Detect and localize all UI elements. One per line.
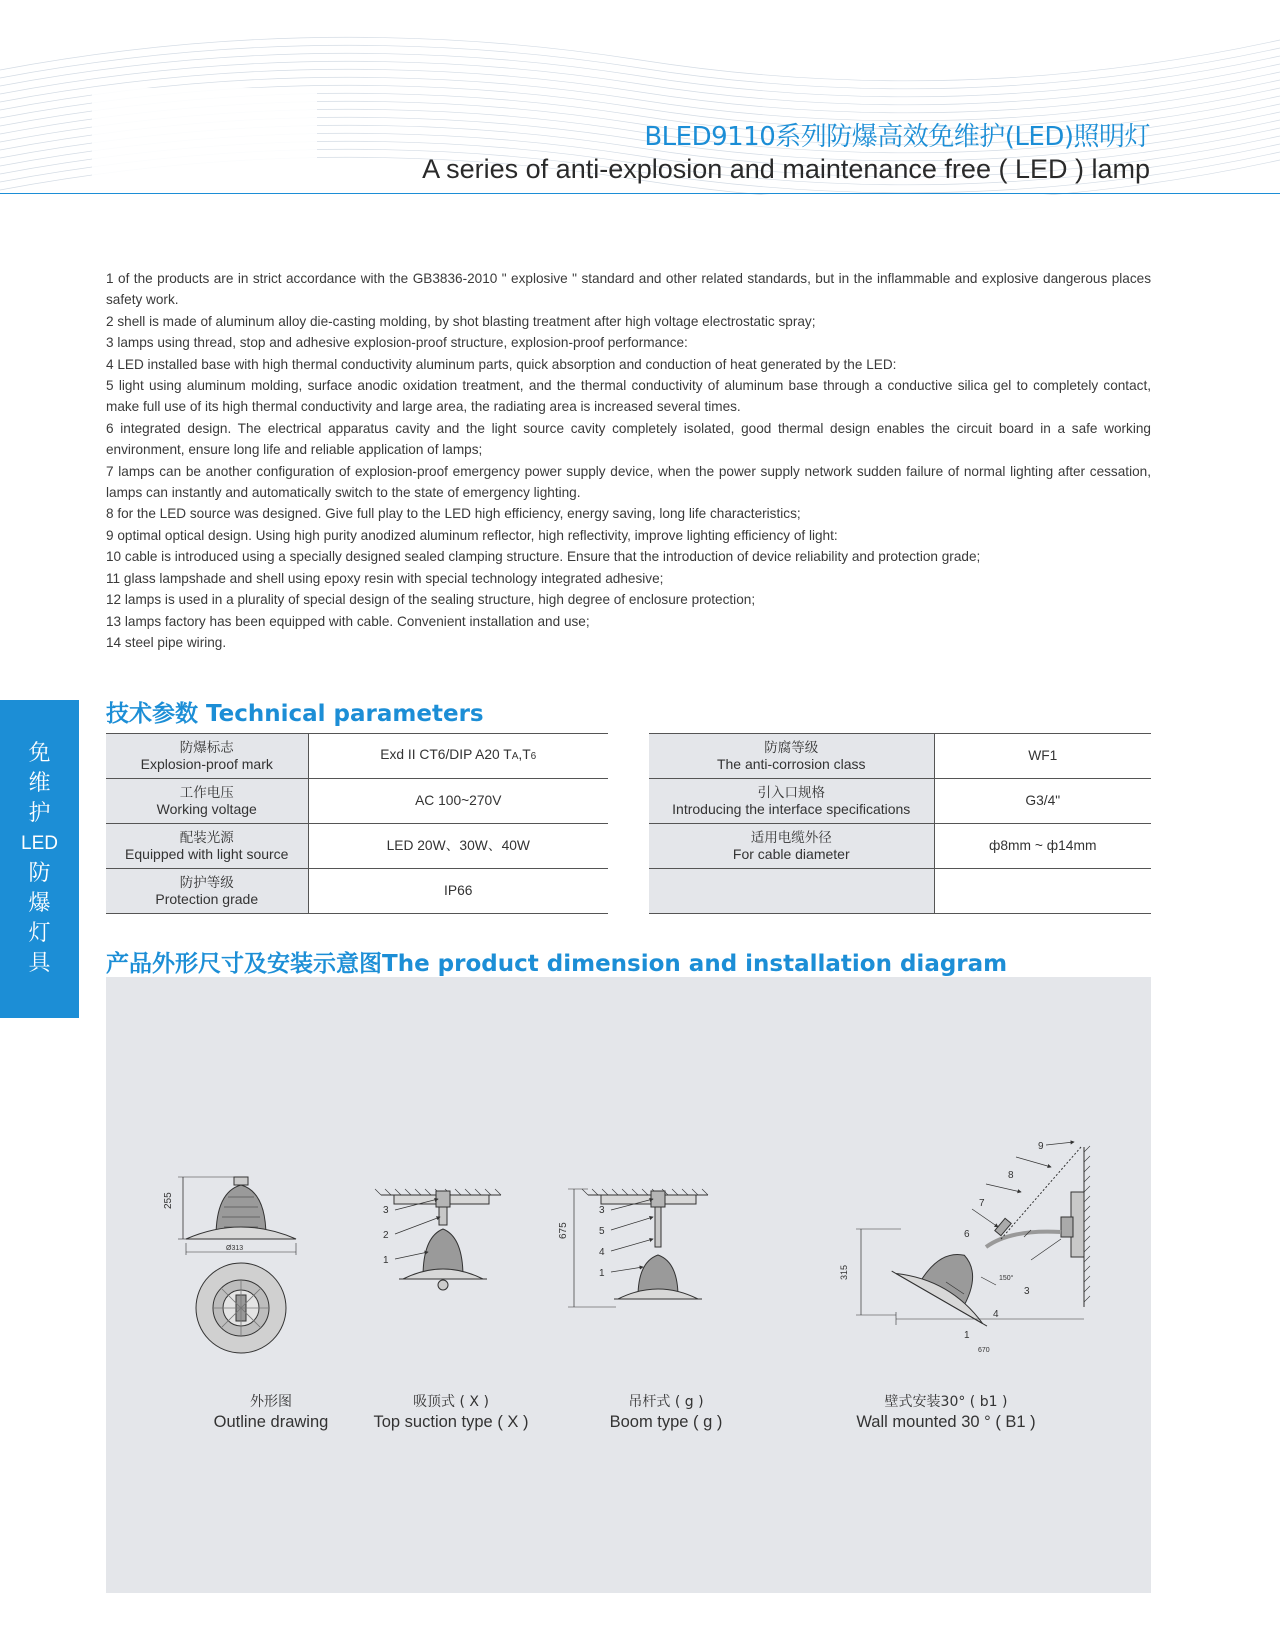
- side-tab-char: 防: [28, 861, 51, 886]
- caption-wall-mounted: 壁式安装30° ( b1 ) Wall mounted 30 ° ( B1 ): [856, 1394, 1036, 1431]
- wall-mounted-drawing: [856, 1142, 1090, 1326]
- page-title-cn: BLED9110系列防爆高效免维护(LED)照明灯: [644, 122, 1150, 152]
- callout-number: 2: [383, 1230, 389, 1241]
- param-label: 适用电缆外径 For cable diameter: [649, 824, 934, 869]
- param-label: 防腐等级 The anti-corrosion class: [649, 734, 934, 779]
- feature-item: 9 optimal optical design. Using high purity anodized aluminum reflector, high reflectivity, improve lighting efficiency of light:: [106, 527, 838, 543]
- header-divider: [0, 193, 1280, 194]
- dimension-label: 255: [163, 1192, 174, 1209]
- callout-number: 1: [383, 1255, 389, 1266]
- callout-number: 5: [599, 1226, 605, 1237]
- top-suction-drawing: [375, 1189, 501, 1290]
- side-tab-char: 具: [28, 951, 51, 976]
- param-value: AC 100~270V: [308, 779, 608, 824]
- callout-number: 3: [599, 1205, 605, 1216]
- caption-outline: 外形图 Outline drawing: [213, 1394, 329, 1431]
- callout-number: 1: [599, 1268, 605, 1279]
- param-value: G3/4": [934, 779, 1151, 824]
- param-label: 防护等级 Protection grade: [106, 869, 308, 914]
- feature-item: 6 integrated design. The electrical apparatus cavity and the light source cavity completely isolated, good thermal design enables the circuit board in a safe working environment, ensure long life and reliable application of lamps;: [106, 420, 1151, 458]
- callout-number: 4: [599, 1247, 605, 1258]
- side-tab-char: 灯: [28, 921, 51, 946]
- param-value: WF1: [934, 734, 1151, 779]
- param-value: Exd II CT6/DIP A20 TA,T6: [308, 734, 608, 779]
- angle-label: 150°: [999, 1275, 1014, 1282]
- side-tab-char: 免: [28, 741, 51, 766]
- feature-list: [106, 268, 1151, 653]
- param-label: 引入口规格 Introducing the interface specifications: [649, 779, 934, 824]
- dimension-label: Ø313: [226, 1245, 244, 1252]
- params-table-left: [106, 733, 608, 914]
- table-row: [649, 824, 1151, 869]
- param-value: IP66: [308, 869, 608, 914]
- callout-number: 4: [993, 1309, 999, 1320]
- param-label: 工作电压 Working voltage: [106, 779, 308, 824]
- tech-params-heading-en: Technical parameters: [206, 701, 484, 727]
- feature-item: 8 for the LED source was designed. Give full play to the LED high efficiency, energy saving, long life characteristics;: [106, 506, 801, 522]
- tech-params-heading: [106, 695, 484, 728]
- param-label: 防爆标志 Explosion-proof mark: [106, 734, 308, 779]
- feature-item: 11 glass lampshade and shell using epoxy resin with special technology integrated adhesive;: [106, 570, 664, 586]
- callout-number: 9: [1038, 1141, 1044, 1152]
- callout-number: 3: [1024, 1286, 1030, 1297]
- side-tab-char: LED: [21, 833, 58, 854]
- dimension-heading: [106, 945, 1007, 978]
- feature-item: 12 lamps is used in a plurality of special design of the sealing structure, high degree of enclosure protection;: [106, 592, 756, 608]
- feature-item: 4 LED installed base with high thermal conductivity aluminum parts, quick absorption and conduction of heat generated by the LED:: [106, 356, 897, 372]
- param-value: [934, 869, 1151, 914]
- param-label: [649, 869, 934, 914]
- table-row: [106, 824, 608, 869]
- table-row: [106, 779, 608, 824]
- table-row: [106, 869, 608, 914]
- param-value: ф8mm ~ ф14mm: [934, 824, 1151, 869]
- feature-item: 7 lamps can be another configuration of explosion-proof emergency power supply device, when the power supply network sudden failure of normal lighting after cessation, lamps can instantly and automatically switch to the state of emergency lighting.: [106, 463, 1151, 501]
- dimension-label: 315: [839, 1264, 849, 1280]
- params-table-right: [649, 733, 1151, 914]
- dimension-label: 675: [558, 1222, 569, 1239]
- caption-boom-type: 吊杆式 ( g ) Boom type ( g ): [609, 1394, 723, 1431]
- feature-item: 5 light using aluminum molding, surface anodic oxidation treatment, and the thermal conductivity of aluminum base through a conductive silica gel to completely contact, make full use of its high thermal conductivity and large area, the radiating area is increased several times.: [106, 378, 1151, 415]
- boom-type-drawing: [568, 1189, 708, 1307]
- param-label: 配装光源 Equipped with light source: [106, 824, 308, 869]
- feature-item: 2 shell is made of aluminum alloy die-casting molding, by shot blasting treatment after high voltage electrostatic spray;: [106, 313, 816, 329]
- table-row: [649, 779, 1151, 824]
- page-title-en: A series of anti-explosion and maintenance free ( LED ) lamp: [422, 154, 1150, 184]
- feature-item: 3 lamps using thread, stop and adhesive explosion-proof structure, explosion-proof performance:: [106, 335, 688, 351]
- installation-diagrams: [106, 977, 1151, 1593]
- table-row: [106, 734, 608, 779]
- table-row: [649, 734, 1151, 779]
- callout-number: 3: [383, 1205, 389, 1216]
- feature-item: 10 cable is introduced using a specially designed sealed clamping structure. Ensure that the introduction of device reliability and protection grade;: [106, 549, 981, 565]
- diagram-panel: [106, 977, 1151, 1593]
- dimension-label: 670: [978, 1347, 990, 1354]
- dimension-heading-cn: 产品外形尺寸及安装示意图: [106, 951, 382, 977]
- dimension-heading-en: The product dimension and installation diagram: [382, 951, 1008, 977]
- outline-drawing: [178, 1177, 296, 1353]
- feature-item: 13 lamps factory has been equipped with cable. Convenient installation and use;: [106, 613, 590, 629]
- side-category-tab: [0, 700, 79, 1018]
- callout-number: 7: [979, 1198, 985, 1209]
- caption-top-suction: 吸顶式 ( X ) Top suction type ( X ): [373, 1394, 529, 1431]
- feature-item: 14 steel pipe wiring.: [106, 634, 227, 650]
- table-row: [649, 869, 1151, 914]
- callout-number: 8: [1008, 1170, 1014, 1181]
- side-tab-char: 维: [28, 771, 51, 796]
- callout-number: 1: [964, 1330, 970, 1341]
- callout-number: 6: [964, 1229, 970, 1240]
- tech-params-heading-cn: 技术参数: [106, 701, 198, 727]
- feature-item: 1 of the products are in strict accordance with the GB3836-2010 " explosive " standard and other related standards, but in the inflammable and explosive dangerous places safety work.: [106, 271, 1151, 308]
- side-tab-char: 爆: [28, 891, 51, 916]
- param-value: LED 20W、30W、40W: [308, 824, 608, 869]
- side-tab-char: 护: [28, 801, 51, 826]
